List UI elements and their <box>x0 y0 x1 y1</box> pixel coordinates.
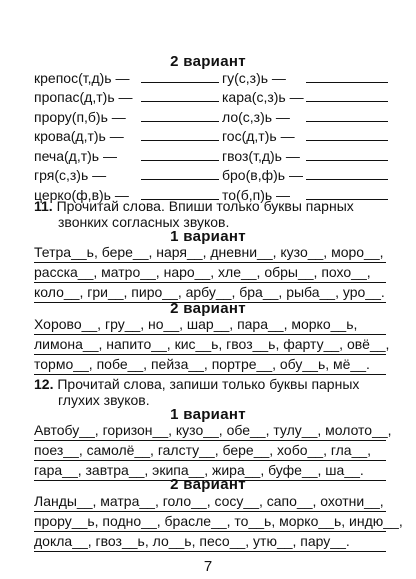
answer-blank[interactable] <box>141 121 219 122</box>
answer-blank[interactable] <box>141 160 219 161</box>
page-number: 7 <box>203 558 213 575</box>
pair-word: гря(с,з)ь — <box>34 167 107 183</box>
pair-row <box>34 86 219 106</box>
task-12-instruction <box>34 376 390 408</box>
exercise-line[interactable]: гара__, завтра__, экипа__, жира__, буфе__, ша__. <box>34 462 386 481</box>
pair-word: пропас(д,т)ь — <box>34 89 133 105</box>
variant-heading: 2 вариант <box>170 476 246 493</box>
pairs-right-column <box>222 66 388 203</box>
exercise-line[interactable]: Автобу__, горизон__, кузо__, обе__, тулу__, молото__, <box>34 422 386 441</box>
pair-word: прору(п,б)ь — <box>34 108 126 125</box>
pair-word: ло(с,з)ь — <box>222 108 290 125</box>
pair-row <box>222 164 388 184</box>
pair-word: кара(с,з)ь — <box>222 89 304 105</box>
answer-blank[interactable] <box>141 101 219 102</box>
pair-word: гу(с,з)ь — <box>222 69 286 86</box>
pair-word: бро(в,ф)ь — <box>222 167 303 183</box>
task-11-instruction <box>34 198 390 230</box>
task-text: Прочитай слова, запиши только буквы парных глухих звуков. <box>57 376 360 408</box>
variant-heading: 1 вариант <box>170 228 246 245</box>
exercise-line[interactable]: докла__, гвоз__ь, ло__ь, песо__, утю__, пару__. <box>34 533 386 552</box>
exercise-line[interactable]: Хорово__, гру__, но__, шар__, пара__, морко__ь, <box>34 316 386 335</box>
pairs-left-column <box>34 66 219 203</box>
pair-row <box>34 144 219 164</box>
variant-heading: 2 вариант <box>170 300 246 317</box>
pair-row <box>34 105 219 125</box>
exercise-line[interactable]: расска__, матро__, наро__, хле__, обры__, похо__, <box>34 264 386 283</box>
pair-word: крова(д,т)ь — <box>34 128 124 144</box>
exercise-line[interactable]: тормо__, побе__, пейза__, портре__, обу__ь, мё__. <box>34 356 386 375</box>
answer-blank[interactable] <box>306 179 388 180</box>
task-number: 12. <box>34 376 54 392</box>
pair-row <box>222 105 388 125</box>
task-number: 11. <box>34 198 53 214</box>
exercise-line[interactable]: поез__, самолё__, галсту__, бере__, хобо__, гла__, <box>34 442 386 461</box>
pair-word: то(б,п)ь — <box>222 186 291 203</box>
pair-word: крепос(т,д)ь — <box>34 69 130 86</box>
pair-row <box>222 86 388 106</box>
answer-blank[interactable] <box>141 179 219 180</box>
pair-row <box>222 66 388 86</box>
pair-word: церко(ф,в)ь — <box>34 186 129 203</box>
exercise-line[interactable]: Тетра__ь, бере__, наря__, дневни__, кузо__, моро__, <box>34 244 386 263</box>
task-text: Прочитай слова. Впиши только буквы парных звонких согласных звуков. <box>56 198 354 230</box>
answer-blank[interactable] <box>306 121 388 122</box>
pair-row <box>34 66 219 86</box>
variant-heading: 1 вариант <box>170 406 246 423</box>
answer-blank[interactable] <box>141 140 219 141</box>
answer-blank[interactable] <box>306 160 388 161</box>
pair-row <box>34 125 219 145</box>
answer-blank[interactable] <box>306 140 388 141</box>
answer-blank[interactable] <box>306 101 388 102</box>
pair-word: гос(д,т)ь — <box>222 128 295 144</box>
pair-row <box>222 125 388 145</box>
answer-blank[interactable] <box>141 82 219 83</box>
pair-row <box>222 144 388 164</box>
answer-blank[interactable] <box>306 82 388 83</box>
exercise-line[interactable]: лимона__, напито__, кис__ь, гвоз__ь, фарту__, овё__, <box>34 336 386 355</box>
exercise-line[interactable]: Ланды__, матра__, голо__, сосу__, сапо__, охотни__, <box>34 493 386 512</box>
pair-row <box>34 164 219 184</box>
variant-heading: 2 вариант <box>170 53 246 70</box>
pair-word: гвоз(т,д)ь — <box>222 147 300 164</box>
exercise-line[interactable]: прору__ь, подно__, брасле__, то__ь, морко__ь, индю__, <box>34 513 386 532</box>
pair-word: печа(д,т)ь — <box>34 147 117 164</box>
exercise-line[interactable]: коло__, гри__, пиро__, арбу__, бра__, рыба__, уро__. <box>34 284 386 303</box>
